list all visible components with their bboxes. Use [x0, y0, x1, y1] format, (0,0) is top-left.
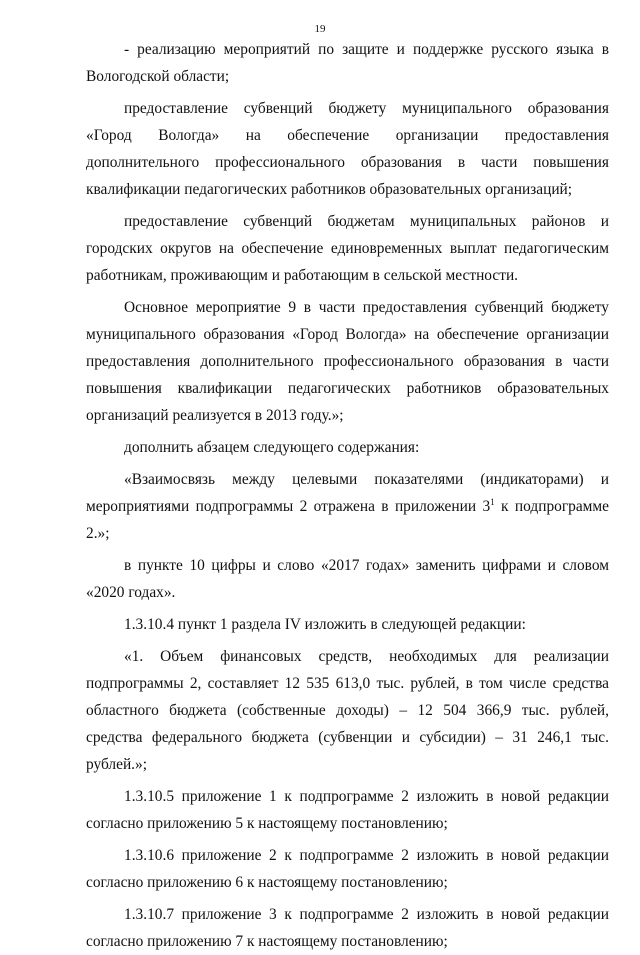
paragraph-1-3-10-7: 1.3.10.7 приложение 3 к подпрограмме 2 изложить в новой редакции согласно приложению 7 к настоящему постановлению; [86, 906, 609, 950]
paragraph-russian-language: - реализацию мероприятий по защите и поддержке русского языка в Вологодской области; [86, 41, 609, 85]
document-body [86, 36, 609, 955]
indicators-text-start: «Взаимосвязь между целевыми показателями (индикаторами) и мероприятиями подпрограммы 2 отражена в приложении 3 [86, 471, 609, 515]
appendix-superscript: 1 [490, 497, 495, 507]
paragraph-point-10: в пункте 10 цифры и слово «2017 годах» заменить цифрами и словом «2020 годах». [86, 557, 609, 601]
paragraph-subvention-rural: предоставление субвенций бюджетам муниципальных районов и городских округов на обеспечение единовременных выплат педагогическим работникам, проживающим и работающим в сельской местности. [86, 213, 609, 284]
paragraph-1-3-10-4: 1.3.10.4 пункт 1 раздела IV изложить в следующей редакции: [124, 616, 526, 633]
paragraph-indicators-link [86, 466, 609, 547]
paragraph-main-activity-9: Основное мероприятие 9 в части предоставления субвенций бюджету муниципального образования «Город Вологда» на обеспечение организации предоставления дополнительного профессионального образования в части повышения квалификации педагогических работников образовательных организаций реализуется в 2013 году.»; [86, 299, 609, 424]
paragraph-financing-volume: «1. Объем финансовых средств, необходимых для реализации подпрограммы 2, составляет 12 535 613,0 тыс. рублей, в том числе средства областного бюджета (собственные доходы) – 12 504 366,9 тыс. рублей, средства федерального бюджета (субвенции и субсидии) – 31 246,1 тыс. рублей.»; [86, 648, 609, 773]
paragraph-1-3-10-6: 1.3.10.6 приложение 2 к подпрограмме 2 изложить в новой редакции согласно приложению 6 к настоящему постановлению; [86, 847, 609, 891]
paragraph-subvention-vologda: предоставление субвенций бюджету муниципального образования «Город Вологда» на обеспечение организации предоставления дополнительного профессионального образования в части повышения квалификации педагогических работников образовательных организаций; [86, 100, 609, 198]
paragraph-add-section: дополнить абзацем следующего содержания: [124, 439, 420, 456]
paragraph-1-3-10-5: 1.3.10.5 приложение 1 к подпрограмме 2 изложить в новой редакции согласно приложению 5 к настоящему постановлению; [86, 788, 609, 832]
page-number: 19 [314, 23, 326, 35]
indicators-text-end: к подпрограмме 2.»; [86, 498, 609, 542]
